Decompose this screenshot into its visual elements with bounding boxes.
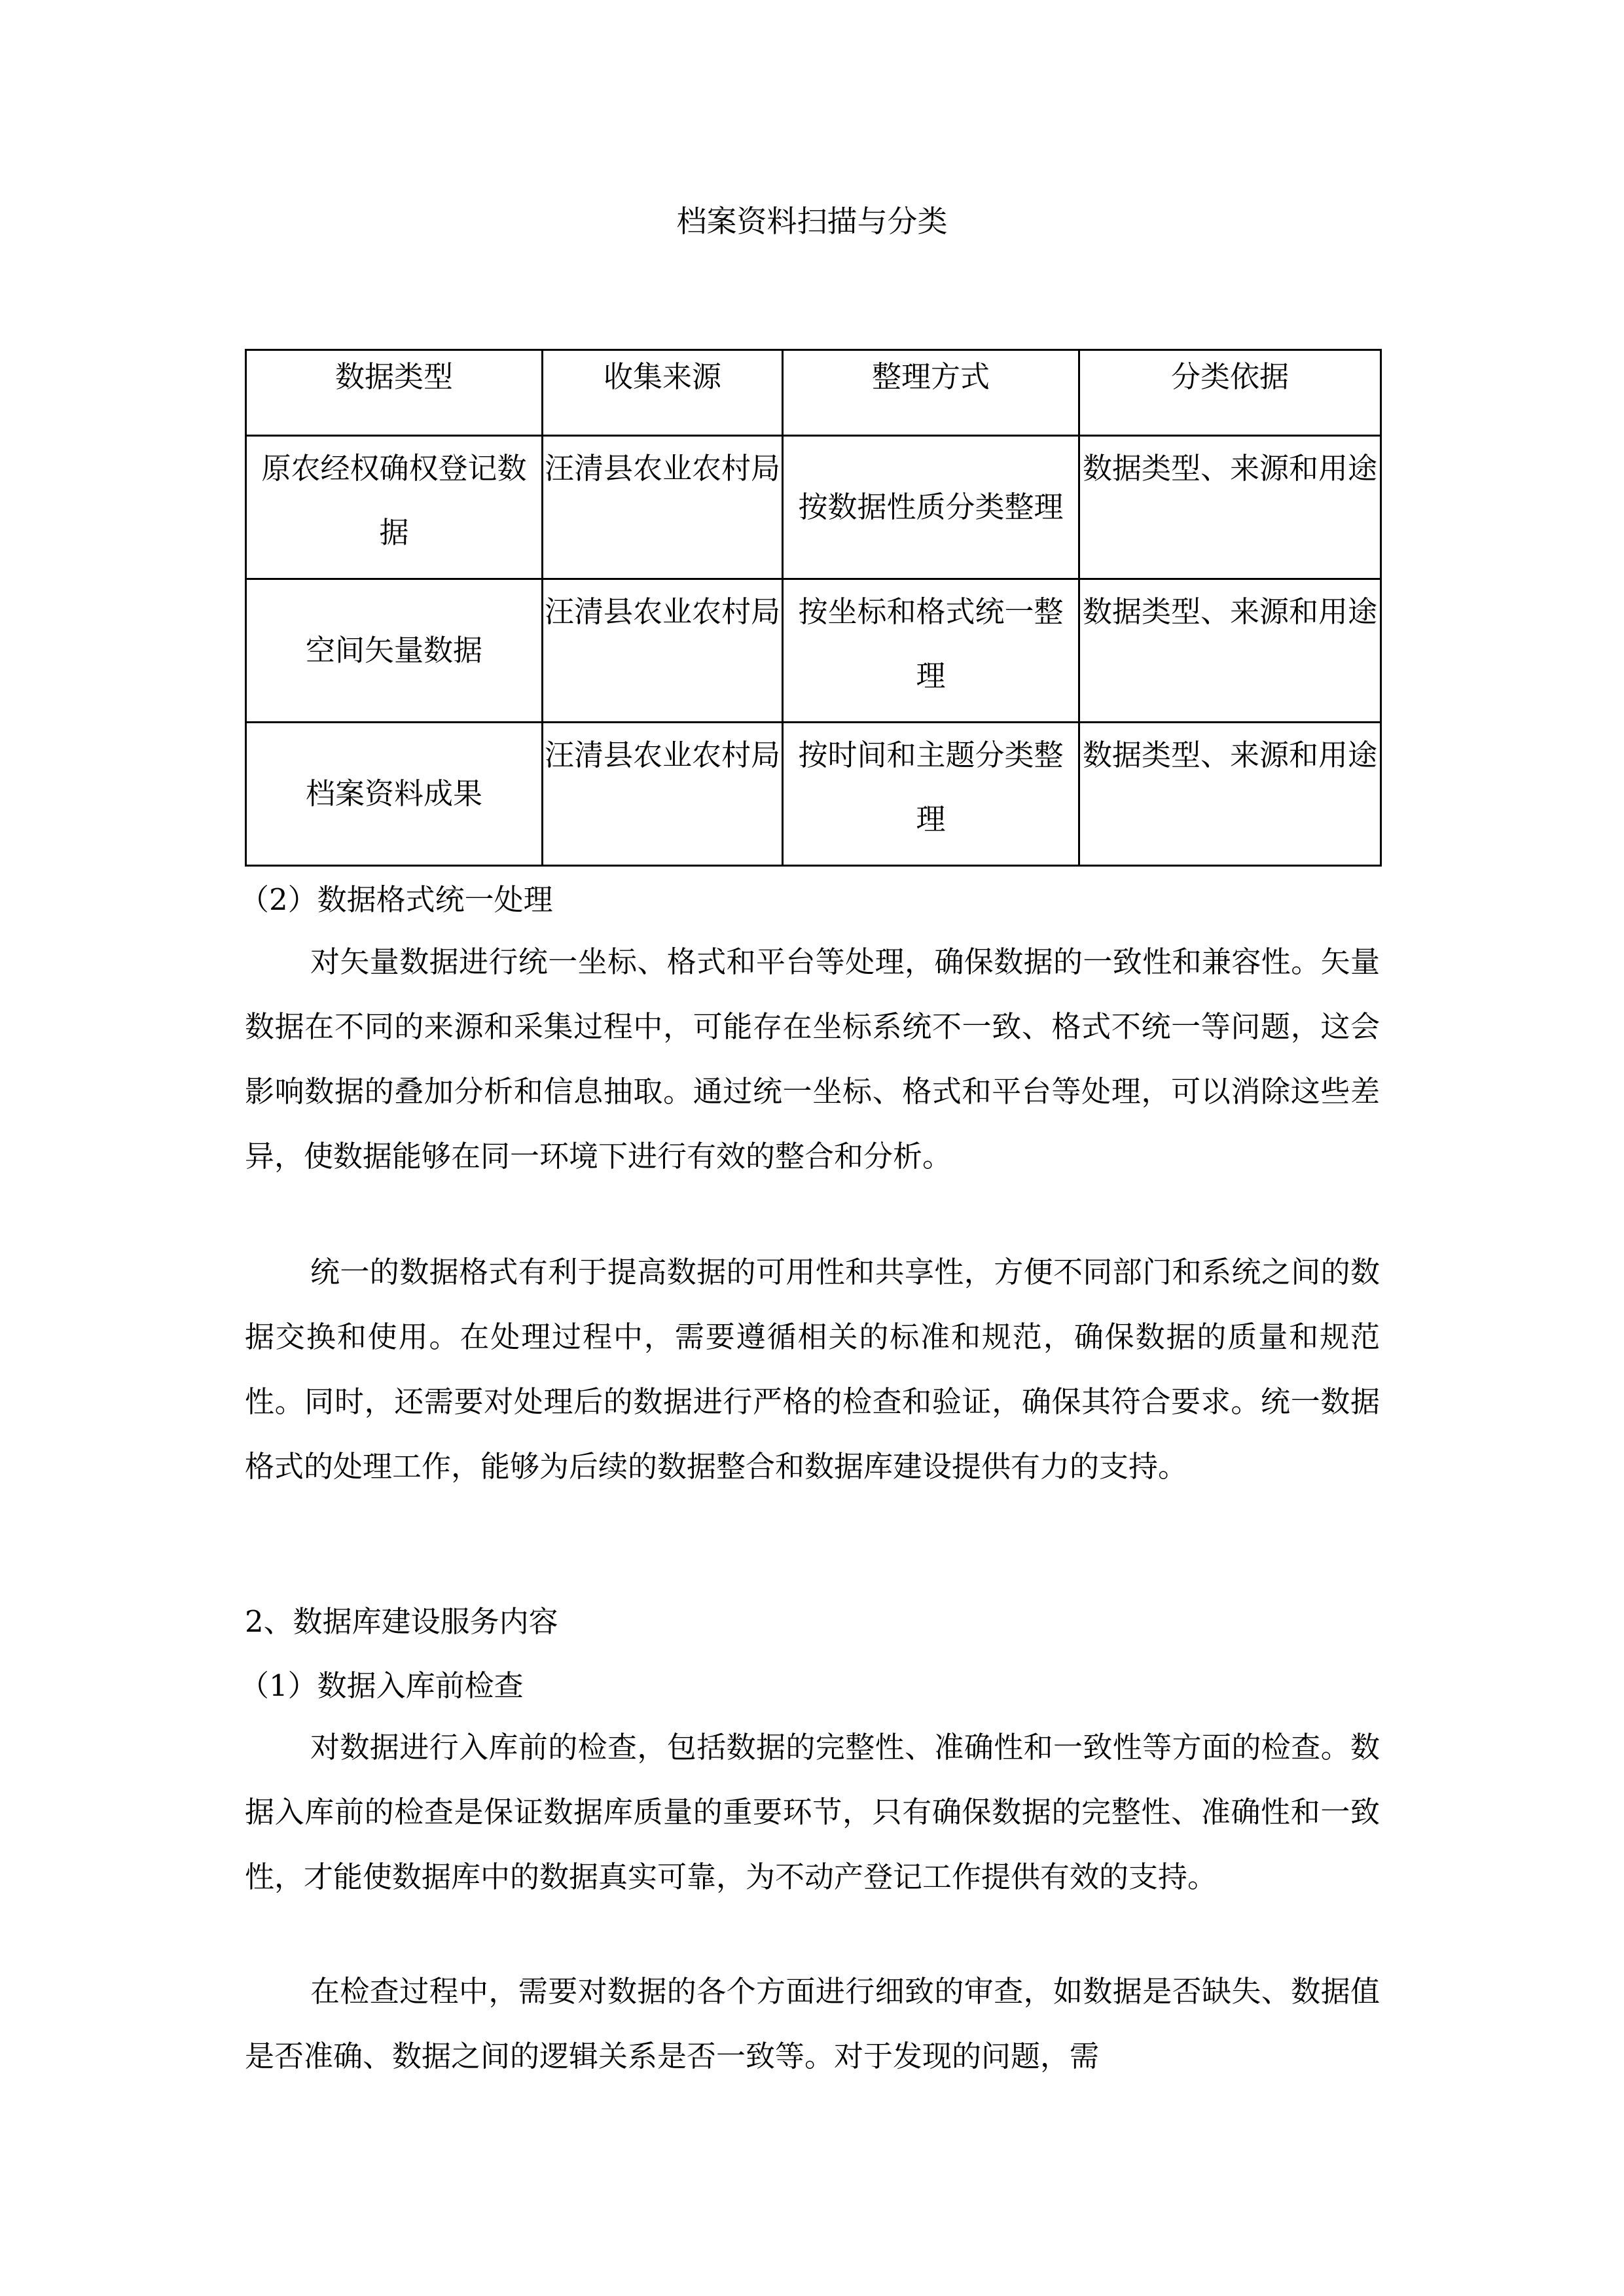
- table-header-row: [246, 350, 1381, 436]
- table-cell: 数据类型、来源和用途: [1079, 579, 1381, 723]
- section-heading-format-unification: （2）数据格式统一处理: [240, 882, 553, 917]
- section-heading-pre-import-check: （1）数据入库前检查: [240, 1668, 524, 1703]
- table-cell: 原农经权确权登记数据: [246, 436, 543, 579]
- table-row: [246, 436, 1381, 579]
- paragraph: 对数据进行入库前的检查，包括数据的完整性、准确性和一致性等方面的检查。数据入库前的检查是保证数据库质量的重要环节，只有确保数据的完整性、准确性和一致性，才能使数据库中的数据真实可靠，为不动产登记工作提供有效的支持。: [245, 1730, 1380, 1894]
- paragraph: 对矢量数据进行统一坐标、格式和平台等处理，确保数据的一致性和兼容性。矢量数据在不同的来源和采集过程中，可能存在坐标系统不一致、格式不统一等问题，这会影响数据的叠加分析和信息抽取。通过统一坐标、格式和平台等处理，可以消除这些差异，使数据能够在同一环境下进行有效的整合和分析。: [245, 944, 1380, 1174]
- table-cell: 空间矢量数据: [246, 579, 543, 723]
- table-header-cell: 分类依据: [1079, 350, 1381, 436]
- table-cell: 汪清县农业农村局: [543, 436, 783, 579]
- paragraph: 统一的数据格式有利于提高数据的可用性和共享性，方便不同部门和系统之间的数据交换和使用。在处理过程中，需要遵循相关的标准和规范，确保数据的质量和规范性。同时，还需要对处理后的数据进行严格的检查和验证，确保其符合要求。统一数据格式的处理工作，能够为后续的数据整合和数据库建设提供有力的支持。: [245, 1255, 1380, 1484]
- data-classification-table: [245, 349, 1382, 867]
- paragraph: 在检查过程中，需要对数据的各个方面进行细致的审查，如数据是否缺失、数据值是否准确、数据之间的逻辑关系是否一致等。对于发现的问题，需: [245, 1974, 1380, 2073]
- table-cell: 按数据性质分类整理: [783, 436, 1079, 579]
- table-cell: 汪清县农业农村局: [543, 579, 783, 723]
- table-header-cell: 数据类型: [246, 350, 543, 436]
- table-row: [246, 579, 1381, 723]
- table-cell: 按时间和主题分类整理: [783, 723, 1079, 866]
- document-title: 档案资料扫描与分类: [676, 204, 948, 239]
- table-cell: 数据类型、来源和用途: [1079, 436, 1381, 579]
- table-row: [246, 723, 1381, 866]
- section-heading-database-services: 2、数据库建设服务内容: [245, 1604, 558, 1639]
- table-cell: 档案资料成果: [246, 723, 543, 866]
- table-cell: 汪清县农业农村局: [543, 723, 783, 866]
- table-cell: 数据类型、来源和用途: [1079, 723, 1381, 866]
- table-cell: 按坐标和格式统一整理: [783, 579, 1079, 723]
- table-header-cell: 收集来源: [543, 350, 783, 436]
- table-header-cell: 整理方式: [783, 350, 1079, 436]
